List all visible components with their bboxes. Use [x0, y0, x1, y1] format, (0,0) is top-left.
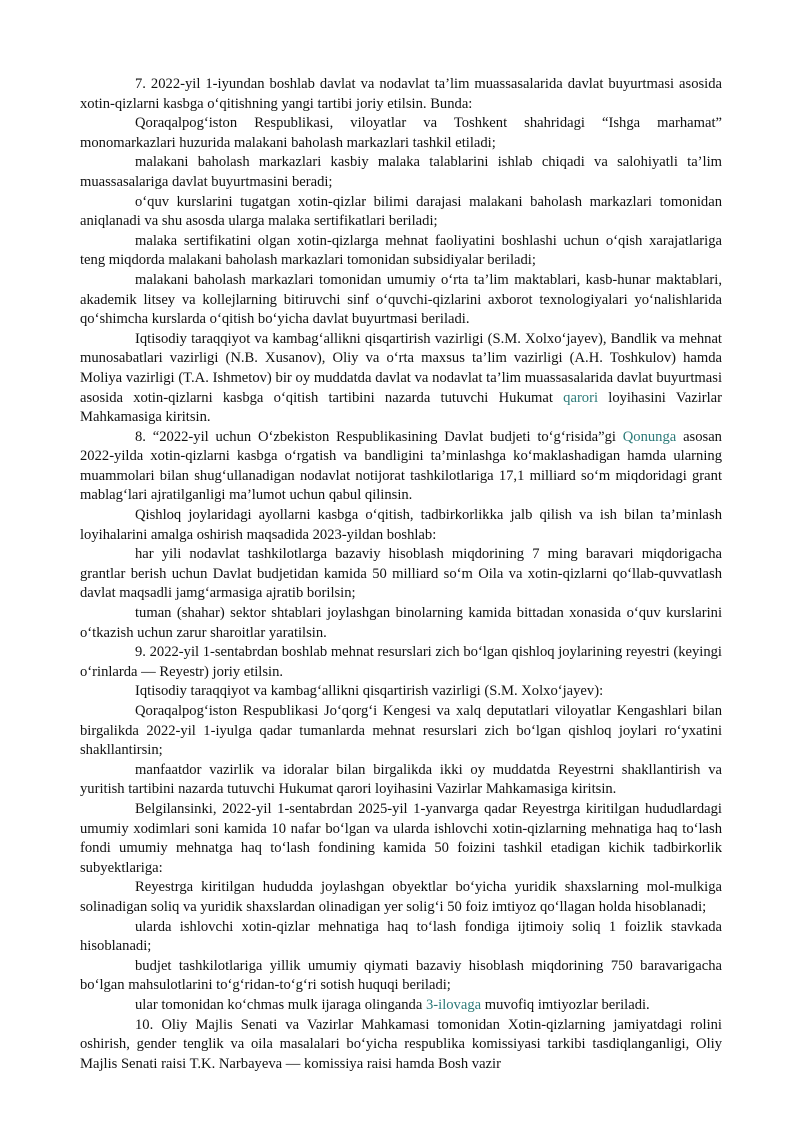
paragraph-text: Iqtisodiy taraqqiyot va kambag‘allikni qisqartirish vazirligi (S.M. Xolxo‘jayev), Bandlik va mehnat munosabatlari vazirligi (N.B. Xusanov), Oliy va o‘rta maxsus ta’lim vazirligi (A.H. Toshkulov) hamda Moliya vazirligi (T.A. Ishmetov) bir oy muddatda davlat va nodavlat ta’lim muassasalarida davlat buyurtmasi asosida xotin-qizlarni kasbga o‘qitish tartibini nazarda tutuvchi Hukumat — [80, 330, 722, 406]
paragraph-text: ular tomonidan ko‘chmas mulk ijaraga olinganda — [135, 996, 426, 1013]
paragraph — [80, 800, 722, 878]
paragraph-text: 10. Oliy Majlis Senati va Vazirlar Mahkamasi tomonidan Xotin-qizlarning jamiyatdagi rolini oshirish, gender tenglik va oila masalalari bo‘yicha respublika komissiyasi tarkibi tasdiqlanganligi, Oliy Majlis Senati raisi T.K. Narbayeva — komissiya raisi hamda Bosh vazir — [80, 1016, 722, 1072]
document-link[interactable]: qarori — [563, 389, 599, 406]
paragraph — [80, 506, 722, 545]
document-link[interactable]: Qonunga — [622, 428, 677, 445]
paragraph — [80, 271, 722, 330]
paragraph — [80, 643, 722, 682]
paragraph-text: Belgilansinki, 2022-yil 1-sentabrdan 2025-yil 1-yanvarga qadar Reyestrga kiritilgan hududlardagi umumiy xodimlari soni kamida 10 nafar bo‘lgan va ularda ishlovchi xotin-qizlarning mehnatiga haq to‘lash fondi umumiy mehnatga haq to‘lash fondining kamida 50 foizini tashkil etadigan kichik tadbirkorlik subyektlariga: — [80, 800, 722, 876]
paragraph-text: budjet tashkilotlariga yillik umumiy qiymati bazaviy hisoblash miqdorining 750 baravarigacha bo‘lgan mahsulotlarini to‘g‘ridan-to‘g‘ri sotish huquqi beriladi; — [80, 957, 722, 994]
paragraph — [80, 153, 722, 192]
paragraph — [80, 232, 722, 271]
paragraph — [80, 75, 722, 114]
paragraph-text: manfaatdor vazirlik va idoralar bilan birgalikda ikki oy muddatda Reyestrni shakllantirish va yuritish tartibini nazarda tutuvchi Hukumat qarori loyihasini Vazirlar Mahkamasiga kiritsin. — [80, 761, 722, 798]
paragraph-text: 9. 2022-yil 1-sentabrdan boshlab mehnat resurslari zich bo‘lgan qishloq joylarining reyestri (keyingi o‘rinlarda — Reyestr) joriy etilsin. — [80, 644, 722, 680]
paragraph-text: Qishloq joylaridagi ayollarni kasbga o‘qitish, tadbirkorlikka jalb qilish va ish bilan ta’minlash loyihalarini amalga oshirish maqsadida 2023-yildan boshlab: — [80, 507, 722, 543]
document-body — [80, 75, 722, 1074]
paragraph-text: malakani baholash markazlari tomonidan umumiy o‘rta ta’lim maktablari, kasb-hunar maktablari, akademik litsey va kollejlarning bitiruvchi sinf o‘quvchi-qizlarini axborot texnologiyalari yo‘nalishlarida qo‘shimcha kurslarda o‘qitish bo‘yicha davlat buyurtmasi beriladi. — [80, 271, 722, 328]
paragraph — [80, 604, 722, 643]
paragraph — [80, 330, 722, 428]
paragraph — [80, 761, 722, 800]
paragraph — [80, 193, 722, 232]
paragraph — [80, 918, 722, 957]
paragraph-text: Qoraqalpog‘iston Respublikasi Jo‘qorg‘i Kengesi va xalq deputatlari viloyatlar Kengashlari bilan birgalikda 2022-yil 1-iyulga qadar tumanlarda mehnat resurslari zich bo‘lgan qishloq joylari ro‘yxatini shakllantirsin; — [80, 703, 722, 759]
paragraph — [80, 702, 722, 761]
paragraph-text: 7. 2022-yil 1-iyundan boshlab davlat va nodavlat ta’lim muassasalarida davlat buyurtmasi asosida xotin-qizlarni kasbga o‘qitishning yangi tartibi joriy etilsin. Bunda: — [80, 76, 722, 112]
paragraph — [80, 114, 722, 153]
paragraph — [80, 878, 722, 917]
paragraph-text: Reyestrga kiritilgan hududda joylashgan obyektlar bo‘yicha yuridik shaxslarning mol-mulkiga solinadigan soliq va yuridik shaxslardan olinadigan yer solig‘i 50 foiz imtiyoz qo‘llagan holda hisoblanadi; — [80, 879, 722, 915]
paragraph-text: ularda ishlovchi xotin-qizlar mehnatiga haq to‘lash fondiga ijtimoiy soliq 1 foizlik stavkada hisoblanadi; — [80, 918, 722, 955]
paragraph-text: malakani baholash markazlari kasbiy malaka talablarini ishlab chiqadi va salohiyatli ta’lim muassasalariga davlat buyurtmasini beradi; — [80, 154, 722, 190]
paragraph-text: muvofiq imtiyozlar beriladi. — [481, 996, 650, 1013]
paragraph — [80, 957, 722, 996]
paragraph-text: 8. “2022-yil uchun O‘zbekiston Respublikasining Davlat budjeti to‘g‘risida”gi — [135, 428, 623, 445]
paragraph-text: tuman (shahar) sektor shtablari joylashgan binolarning kamida bittadan xonasida o‘quv kurslarini o‘tkazish uchun zarur sharoitlar yaratilsin. — [80, 605, 722, 641]
paragraph — [80, 428, 722, 506]
paragraph-text: Iqtisodiy taraqqiyot va kambag‘allikni qisqartirish vazirligi (S.M. Xolxo‘jayev): — [135, 683, 604, 700]
paragraph-text: har yili nodavlat tashkilotlarga bazaviy hisoblash miqdorining 7 ming baravari miqdorigacha grantlar berish uchun Davlat budjetidan kamida 50 milliard so‘m Oila va xotin-qizlarni qo‘llab-quvvatlash davlat maqsadli jamg‘armasiga ajratib borilsin; — [80, 546, 722, 602]
document-link[interactable]: 3-ilovaga — [425, 996, 482, 1013]
paragraph-text: asosan 2022-yilda xotin-qizlarni kasbga o‘rgatish va bandligini ta’minlashga ko‘maklashadigan hamda ularning muammolari bilan shug‘ullanadigan nodavlat notijorat tashkilotlariga 17,1 milliard so‘m miqdoridagi grant mablag‘lari ajratilganligi ma’lumot uchun qabul qilinsin. — [80, 428, 722, 504]
paragraph-text: o‘quv kurslarini tugatgan xotin-qizlar bilimi darajasi malakani baholash markazlari tomonidan aniqlanadi va shu asosda ularga malaka sertifikatlari beriladi; — [80, 193, 722, 230]
paragraph — [80, 1016, 722, 1075]
paragraph-text: loyihasini Vazirlar Mahkamasiga kiritsin. — [80, 389, 722, 426]
paragraph-text: malaka sertifikatini olgan xotin-qizlarga mehnat faoliyatini boshlashi uchun o‘qish xarajatlariga teng miqdorda malakani baholash markazlari tomonidan subsidiyalar beriladi; — [80, 232, 722, 269]
paragraph — [80, 996, 722, 1016]
paragraph-text: Qoraqalpog‘iston Respublikasi, viloyatlar va Toshkent shahridagi “Ishga marhamat” monomarkazlari huzurida malakani baholash markazlari tashkil etiladi; — [80, 115, 722, 151]
paragraph — [80, 545, 722, 604]
paragraph — [80, 682, 722, 702]
